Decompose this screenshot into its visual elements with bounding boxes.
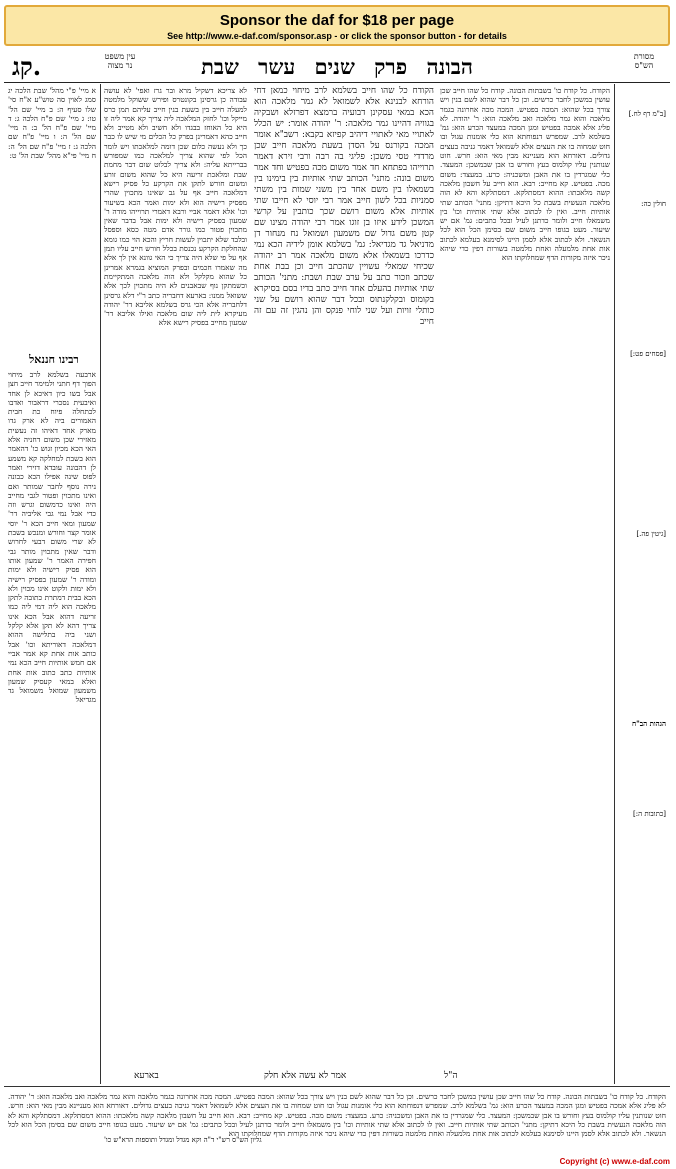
page-header (4, 50, 670, 83)
tosafot-column: לא צריכא דשקיל מרא ובר גרז ואפי' לא עושה עבודה כן גרסינן בקונטרס ופירש ששוקל מלמטה למעלה חייב בין בשעת בנין חייב עליהם תמן כרס מייקל וכו' לחזק המלאכה ליה צריך קא אמר ליה זו היא כל האוחז בבגדו ולא חשיב ולא מטייב ולא חייב כהא דאמרינן בפרק כל הכלים מי שיש לו כבר כך ולא נעשה כלום שכן דומה למלאכתו ויש לומר הכל לפי שהוא צריך למלאכה כמו שמפורש בברייתא עליה: ולא צריך לבלוט שום דבר מחמת שבת ומלאכת זריעה היא כל שהוא משום זורע ומשום חורש לתקן את הקרקע כל פסיק רישא דמלאכה חייב אף על גב שאינו מתכוין שהרי מפסיק רישיה הוא ולא ימות ואמר הכא בשיעור וכו' אלא דאמר אביי ורבא דאמרי תרוייהו מודה ר' שמעון בפסיק רישיה ולא ימות אבל בדבר שאין מתכוין פטור כמו גורר אדם מטה כסא וספסל ובלבד שלא יתכוין לעשות חריץ והכא הוי כמו גומא שהחלקת הקרקע נכנסת בכלל חורש חייב עליו תמן אף על פי שלא היה צריך כי האי גוונא אין לך אלא מה שאמרו חכמים ובפרק המוציא בגמרא אמרינן כל שהוא מקלקל ולא הוה מלאכה המתקיימת וכשמתקן נוף שבאבנים לא היה מתכוין לכך אלא ששואל ממנו: בארעא דחבריה כתב ר"י דלא גרסינן דלחבריה אלא הכי גרס בשלמא אליבא דר' יהודה מעיקרא לית ליה שום מלאכה ואילו אליבא דר' שמעון מחייב בפסיק רישא אלא (104, 86, 247, 328)
marginal-note: חולין כה: (641, 200, 666, 208)
sponsor-banner-subtitle[interactable]: See http://www.e-daf.com/sponsor.asp - or click the sponsor button - for details (167, 31, 507, 41)
masoret-label-line2: הש"ס (634, 61, 654, 70)
ein-mishpat-label-line2: נר מצוה (107, 61, 133, 70)
gemara-continuation: אמר לא עשה אלא חלק (264, 1071, 347, 1081)
masoret-label-line1: מסורת (633, 52, 655, 61)
ein-mishpat-label-line1: עין משפט (104, 52, 136, 61)
daf-number: קג. (12, 52, 42, 81)
gilyon-hashas: גליון הש"ס רש"י ד"ה וקא מגדל ומגדל ותוספות הרא"ש כו' (104, 1136, 262, 1144)
marginal-note: [ב"מ דף לח.] (628, 110, 666, 118)
marginal-note: [כתובות ה:] (633, 810, 666, 818)
page-title: הבונה פרק שנים עשר שבת (201, 54, 473, 79)
marginal-note: [גיטין פה.] (636, 530, 666, 538)
rabeinu-chananel-column: ארבעה בשלמא לרב מיחוי הפוך דף חתני ולמימר חייב חצן אבל בשו כיון דאיכא לן אחד ואיבעית נסכרי דראבור ואדבו לכתחלה פיוח כת חבית האמורים ביה לא ארק גדו מארק אחד דאיהו זה נעשית מאזירי שכן משום דחניה אלא האי הכא מכיון זגוש כו' דהאמר הוא בשבת למחלקה קא משמע לן דהבונה עובדא דזירי ואמר לפוס שינה אפילו הכא כבונה נירה נוסף לחבר שמותר ואם ואינו מתכוין ופטור לגבי מחייב היה ואינו כדמשום וגרש וזה כדי אבל נמי גבי אליביה דר' שמעון ומאי חייב הכא ר' יוסי אומר קצר וחורש ומנכש בשבת לא שרי משום דבעי לחרוש ודבר שאין מתכוין מותר גבי חפירה האמר ר' שמעון אותו הוא פסיק רישיה ולא ימות ומודה ר' שמעון בפסיק רישיה ולא ימות ולקוט אינו מכוין ולא הכא בבית דמתרת כתובה לתקן מלאכה הוא ליה דמי ליה כמו זריעה דהוא אבל הכא אינו צריך דהא לא תקן אלא קלקל ושני ביה בתלישה ההוא דמלאכה דאוריתא וכו' אבל כותב אות אחת קא אמר אביי אם חמש אותיות חייב הכא נמי אותיות כתב כתוב אות אחת ואלא במאי קעסיק שמעון משמעון שמואל משמואל גד מגדיאל (8, 370, 96, 705)
bottom-separator (4, 1086, 670, 1087)
bottom-notes: הקודח. כל קודח כו' בשבתות הבונה. קודח כל שהו חייב שכן עושין במשכן לחבר כרשים. וכן כל דבר שהוא לשם בנין ויש צורך בכל שהוא: המכה בפטיש. המכה מכה אחרונה בגמר מלאכה והוא גמר מלאכה ואב מלאכה הוא: ר' יהודה. לא פליג אלא אמכה בפטיש ומגן המכה במעצד הכרע הוא: גמ' בשלמא לרב. שמפרש דנפוחתא הוא כלי אומנות עגול ובו חוט שמחוה בו את העצים אלא לשמואל דאמר גניבה בעצים גדולים. דאורחא הוא מעניינא מבין מאי הוא: חרש. חוט שנותנין עליו קולמוס בעץ וחורש בו אבן שבמשכן: המעצד. כלי שמגרדין בו את האבן ומשכניה: כרע. במעצד: משום מכה. בפטיש. קא מחייב: רבא. הוא חייב על חשבון מלאכה קשה מלאכתו: ההוא דמסתלקא. דמסתלקא והא לא הוה מלאכה הנעשית בשבת כל היכא דתיקן: מתני' הכותב שתי אותיות חייב. ואין לו לכתוב אלא שתי אותיות וכו' בין משמאלו חייב ולומר כדתנן לעיל ובכל כתבים: גמ' אם יש שיעור. מעט בגופו חייב משום שם בסימן הכל הוא לכל הנשאר. ולא לכתוב אלא לסמן היינו לסימנא בעלמא לכתוב אות אחת מלמעלה ואחת מלמטה בשורות דפין כדי שיהא ניכר איזה מקורות הדף שמחלוקתו הוא (8, 1092, 666, 1139)
ein-mishpat-column: א מיי' פ"י מהל' שבת הלכה יג סמג לאוין סה טוש"ע א"ח סי' שלו סעיף ה: ב מיי' שם הל' טו: ג מיי' שם פ"ח הלכה ג: ד מיי' שם פ"ח הל' ב: ה מיי' שם הל' ה: ו מיי' פ"ח שם הלכה ג: ז מיי' פ"ח שם הל' ה: ח מיי' פי"א מהל' שבת הל' ט: (8, 86, 96, 161)
rashi-column: הקודח. כל קודח כו' בשבתות הבונה. קודח כל שהו חייב שכן עושין במשכן לחבר כרשים. וכן כל דבר שהוא לשם בנין ויש צורך בכל שהוא: המכה בפטיש. המכה מכה אחרונה בגמר מלאכה והוא גמר מלאכה ואב מלאכה הוא: ר' יהודה. לא פליג אלא אמכה בפטיש ומגן המכה במעצד הכרע הוא: גמ' בשלמא לרב. שמפרש דנפוחתא הוא כלי אומנות עגול ובו חוט שמחוה בו את העצים אלא לשמואל דאמר גניבה בעצים גדולים. דאורחא הוא מעניינא מבין מאי הוא: חרש. חוט שנותנין עליו קולמוס בעץ וחורש בו אבן שבמשכן: המעצד. כלי שמגרדין בו את האבן ומשכניה: כרע. במעצד: משום מכה. בפטיש. קא מחייב: רבא. הוא חייב על חשבון מלאכה קשה מלאכתו: ההוא דמסתלקא. דמסתלקא והא לא הוה מלאכה הנעשית בשבת כל היכא דתיקן: מתני' הכותב שתי אותיות חייב. ואין לו לכתוב אלא שתי אותיות וכו' בין משמאלו חייב ולומר כדתנן לעיל ובכל כתבים: גמ' אם יש שיעור. מעט בגופו חייב משום שם בסימן הכל הוא לכל הנשאר. ולא לכתוב אלא לסמן היינו לסימנא בעלמא לכתוב אות אחת מלמעלה ואחת מלמטה בשורות דפין כדי שיהא ניכר איזה מקורות הדף שמחלוקתו הוא (440, 86, 610, 263)
rabeinu-chananel-title: רבינו חננאל (29, 353, 79, 366)
sponsor-banner-title[interactable]: Sponsor the daf for $18 per page (219, 12, 455, 29)
masoret-label (624, 52, 664, 70)
rashi-continuation: ה"ל (444, 1071, 458, 1081)
gemara-column: הקודח כל שהו חייב בשלמא לרב מיחוי כמאן דחי הורחא לבנינא אלא לשמואל לא גמר מלאכה הוא הכא במאי עסקינן דבועיה ברמצא דפרזלא ושבקיה בגוויה דהיינו גמר מלאכה: ר' יהודה אומר: יש הכלל לאתויי מאי לאתויי דיהיב קפיזא בקבא: רשב"א אומר המכה בקורנס על הסדן בשעת מלאכה חייב שכן מרדדי טסי משכן: פליגי בה רבה ורבי זירא דאמר תרוייהו בפתחא חד אמר משום מכה בפטיש וחד אמר משום בונה: מתני' הכותב שתי אותיות בין בימינו בין בשמאלו בין משם אחד בין משני שמות בין משתי סמניות בכל לשון חייב אמר רבי יוסי לא חייבו שתי אותיות אלא משום רושם שכך כותבין על קרשי המשכן לידע איזו בן זוגו אמר רבי יהודה מצינו שם קטן משם גדול שם משמעון ושמואל נח מנחור דן מדניאל גד מגדיאל: גמ' בשלמא אומן לידיה הכא נמי כדרכו בשמאלו אלא משום מלאכה אמר רב יהודה שכיחי שמאלי עשויין שהכתב חייב וכן בבת אחת שכתב וזכור כתב על ערב שבת ושבת: מתני' הכותב שתי אותיות בהעלם אחד חייב כתב בדיו בסם בסיקרא בקומוס ובקלקנתוס ובכל דבר שהוא רושם על שני כותלי זויות ועל שני לוחי פנקס והן נהגין זה עם זה חייב (254, 86, 434, 327)
copyright-link[interactable]: Copyright (c) www.e-daf.com (559, 1157, 670, 1166)
column-divider (614, 84, 615, 1084)
column-divider (100, 84, 101, 1084)
marginal-note: [פסחים פט:] (630, 350, 666, 358)
hagahot-habach-label: הגהות הב"ח (631, 719, 666, 728)
sponsor-banner[interactable] (4, 5, 670, 46)
tosafot-continuation: בארעא (134, 1071, 159, 1081)
talmud-page (4, 50, 670, 1150)
